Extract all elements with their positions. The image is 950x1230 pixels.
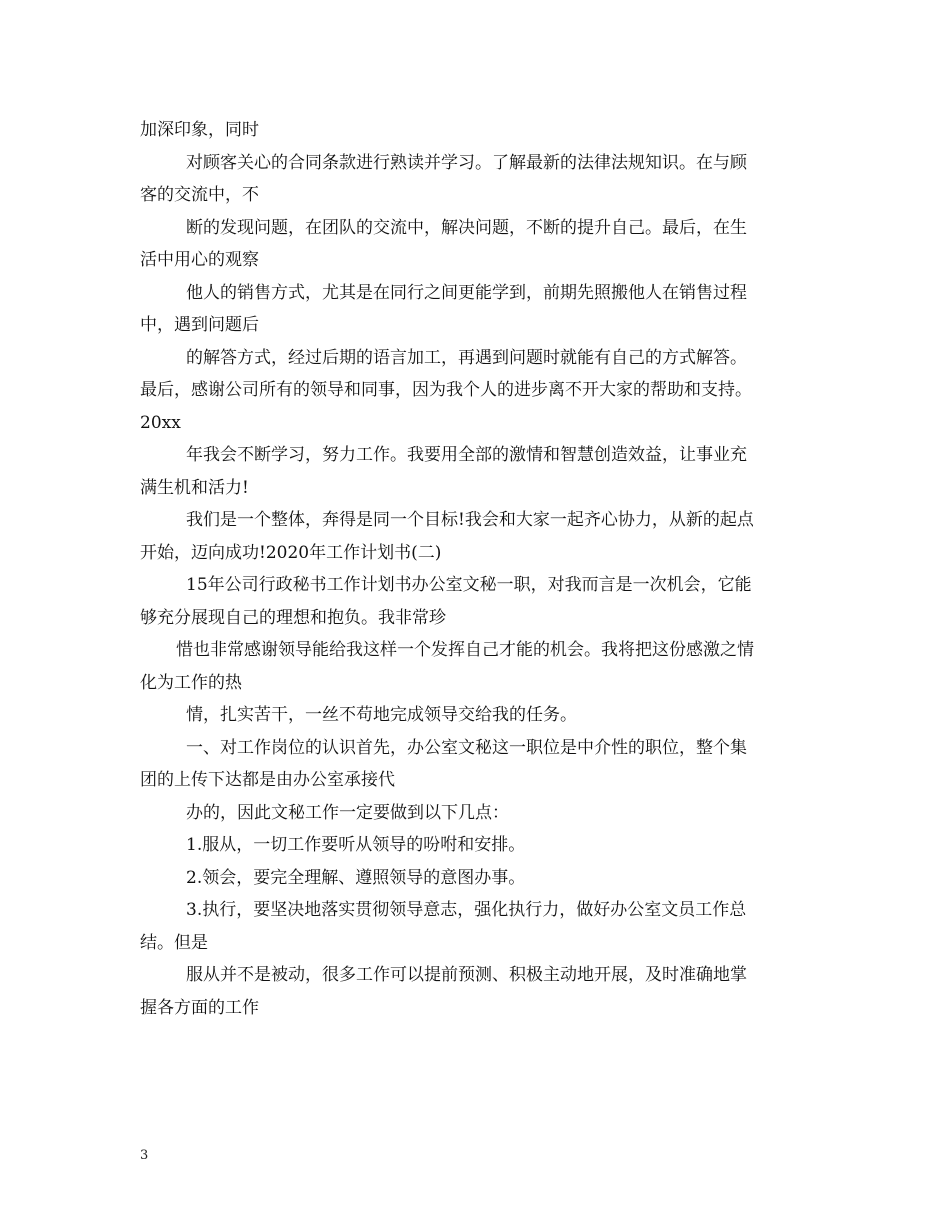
text-line: 化为工作的热: [140, 672, 242, 693]
text-line: 断的发现问题，在团队的交流中，解决问题，不断的提升自己。最后，在生: [186, 217, 747, 238]
text-line: 1.服从，一切工作要听从领导的吩咐和安排。: [186, 835, 526, 855]
text-line: 对顾客关心的合同条款进行熟读并学习。了解最新的法律法规知识。在与顾: [186, 152, 747, 173]
text-line: 年我会不断学习，努力工作。我要用全部的激情和智慧创造效益，让事业充: [186, 445, 747, 465]
text-line: 服从并不是被动，很多工作可以提前预测、积极主动地开展，及时准确地掌: [186, 965, 747, 985]
page-number: 3: [140, 1148, 149, 1163]
text-line: 够充分展现自己的理想和抱负。我非常珍: [140, 607, 446, 628]
text-line: 他人的销售方式，尤其是在同行之间更能学到，前期先照搬他人在销售过程: [186, 282, 747, 303]
text-line: 我们是一个整体，奔得是同一个目标!我会和大家一起齐心协力，从新的起点: [186, 510, 754, 530]
text-line: 开始，迈向成功!2020年工作计划书(二): [140, 542, 442, 563]
text-line: 最后，感谢公司所有的领导和同事，因为我个人的进步离不开大家的帮助和支持。: [140, 380, 752, 400]
text-line: 情，扎实苦干，一丝不苟地完成领导交给我的任务。: [186, 705, 577, 725]
text-line: 加深印象，同时: [140, 120, 259, 140]
text-line: 满生机和活力!: [140, 477, 249, 498]
text-line: 惜也非常感谢领导能给我这样一个发挥自己才能的机会。我将把这份感激之情: [176, 640, 754, 660]
text-line: 3.执行，要坚决地落实贯彻领导意志，强化执行力，做好办公室文员工作总: [186, 900, 747, 920]
text-line: 2.领会，要完全理解、遵照领导的意图办事。: [186, 867, 526, 888]
text-line: 的解答方式，经过后期的语言加工，再遇到问题时就能有自己的方式解答。: [186, 347, 747, 368]
document-body: [140, 114, 825, 1024]
text-line: 中，遇到问题后: [140, 315, 259, 335]
text-line: 结。但是: [140, 932, 208, 953]
text-line: 20xx: [140, 412, 181, 433]
text-line: 15年公司行政秘书工作计划书办公室文秘一职，对我而言是一次机会，它能: [186, 575, 752, 595]
text-line: 活中用心的观察: [140, 250, 259, 270]
text-line: 一、对工作岗位的认识首先，办公室文秘这一职位是中介性的职位，整个集: [186, 737, 747, 758]
text-line: 办的，因此文秘工作一定要做到以下几点：: [186, 802, 509, 823]
text-line: 客的交流中，不: [140, 185, 259, 205]
text-line: 团的上传下达都是由办公室承接代: [140, 770, 395, 790]
text-line: 握各方面的工作: [140, 997, 259, 1018]
